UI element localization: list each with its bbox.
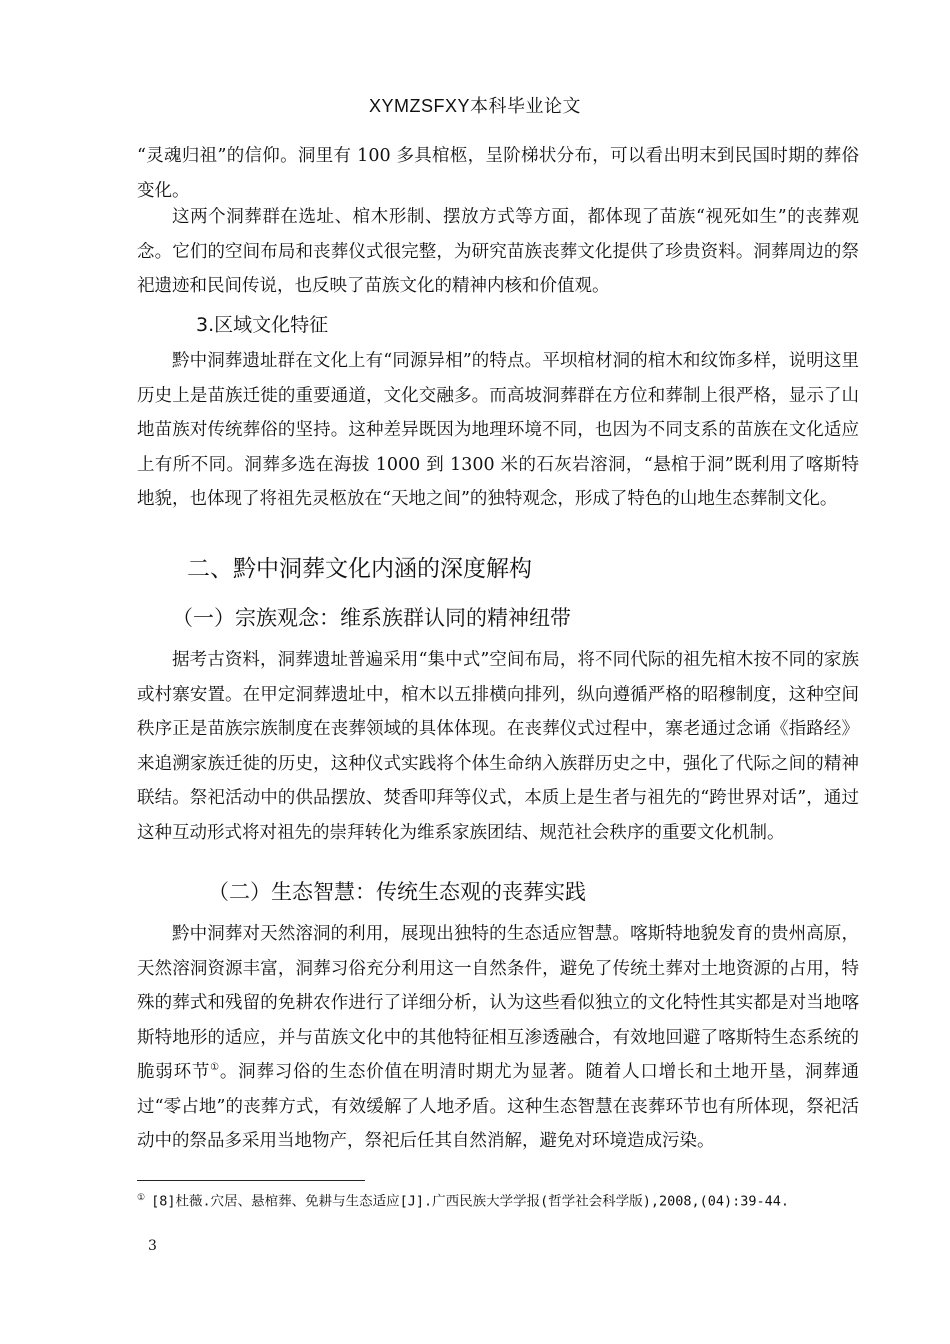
header-cjk: 本科毕业论文 <box>470 96 581 117</box>
subsection-heading-clan: （一）宗族观念：维系族群认同的精神纽带 <box>172 606 571 630</box>
header-latin: XYMZSFXY <box>368 96 470 116</box>
subsection-heading-ecology: （二）生态智慧：传统生态观的丧葬实践 <box>208 880 586 904</box>
footnote-marker: ① <box>137 1193 146 1203</box>
paragraph-ecology-part1: 黔中洞葬对天然溶洞的利用，展现出独特的生态适应智慧。喀斯特地貌发育的贵州高原，天然溶洞资源丰富，洞葬习俗充分利用这一自然条件，避免了传统土葬对土地资源的占用，特殊的葬式和残留的免耕农作进行了详细分析，认为这些看似独立的文化特性其实都是对当地喀斯特地形的适应，并与苗族文化中的其他特征相互渗透融合，有效地回避了喀斯特生态系统的脆弱环节 <box>137 924 859 1082</box>
running-header <box>0 92 950 118</box>
chapter-heading: 二、黔中洞葬文化内涵的深度解构 <box>187 556 532 582</box>
footnote <box>137 1188 837 1213</box>
paragraph-ecology-part2: 。洞葬习俗的生态价值在明清时期尤为显著。随着人口增长和土地开垦，洞葬通过“零占地”的丧葬方式，有效缓解了人地矛盾。这种生态智慧在丧葬环节也有所体现，祭祀活动中的祭品多采用当地物产，祭祀后任其自然消解，避免对环境造成污染。 <box>137 1062 860 1151</box>
footnote-reference[interactable]: ① <box>210 1062 220 1074</box>
paragraph-continuation: “灵魂归祖”的信仰。洞里有 100 多具棺柩，呈阶梯状分布，可以看出明末到民国时期的葬俗变化。 <box>137 146 859 201</box>
paragraph-ecology <box>137 917 859 1159</box>
footnote-text: [8]杜薇.穴居、悬棺葬、免耕与生态适应[J].广西民族大学学报(哲学社会科学版),2008,(04):39-44. <box>151 1193 790 1210</box>
page-number: 3 <box>148 1238 157 1254</box>
paragraph-clan: 据考古资料，洞葬遗址普遍采用“集中式”空间布局，将不同代际的祖先棺木按不同的家族或村寨安置。在甲定洞葬遗址中，棺木以五排横向排列，纵向遵循严格的昭穆制度，这种空间秩序正是苗族宗族制度在丧葬领域的具体体现。在丧葬仪式过程中，寨老通过念诵《指路经》来追溯家族迁徙的历史，这种仪式实践将个体生命纳入族群历史之中，强化了代际之间的精神联结。祭祀活动中的供品摆放、焚香叩拜等仪式，本质上是生者与祖先的“跨世界对话”，通过这种互动形式将对祖先的崇拜转化为维系家族团结、规范社会秩序的重要文化机制。 <box>137 650 859 843</box>
paragraph-regional-features: 黔中洞葬遗址群在文化上有“同源异相”的特点。平坝棺材洞的棺木和纹饰多样，说明这里历史上是苗族迁徙的重要通道，文化交融多。而高坡洞葬群在方位和葬制上很严格，显示了山地苗族对传统葬俗的坚持。这种差异既因为地理环境不同，也因为不同支系的苗族在文化适应上有所不同。洞葬多选在海拔 1000 到 1300 米的石灰岩溶洞，“悬棺于洞”既利用了喀斯特地貌，也体现了将祖先灵柩放在“天地之间”的独特观念，形成了特色的山地生态葬制文化。 <box>137 351 859 509</box>
footnote-separator <box>137 1180 365 1181</box>
section-heading-regional-features: 3.区域文化特征 <box>196 314 329 336</box>
paragraph-burial-groups: 这两个洞葬群在选址、棺木形制、摆放方式等方面，都体现了苗族“视死如生”的丧葬观念。它们的空间布局和丧葬仪式很完整，为研究苗族丧葬文化提供了珍贵资料。洞葬周边的祭祀遗迹和民间传说，也反映了苗族文化的精神内核和价值观。 <box>137 207 859 296</box>
